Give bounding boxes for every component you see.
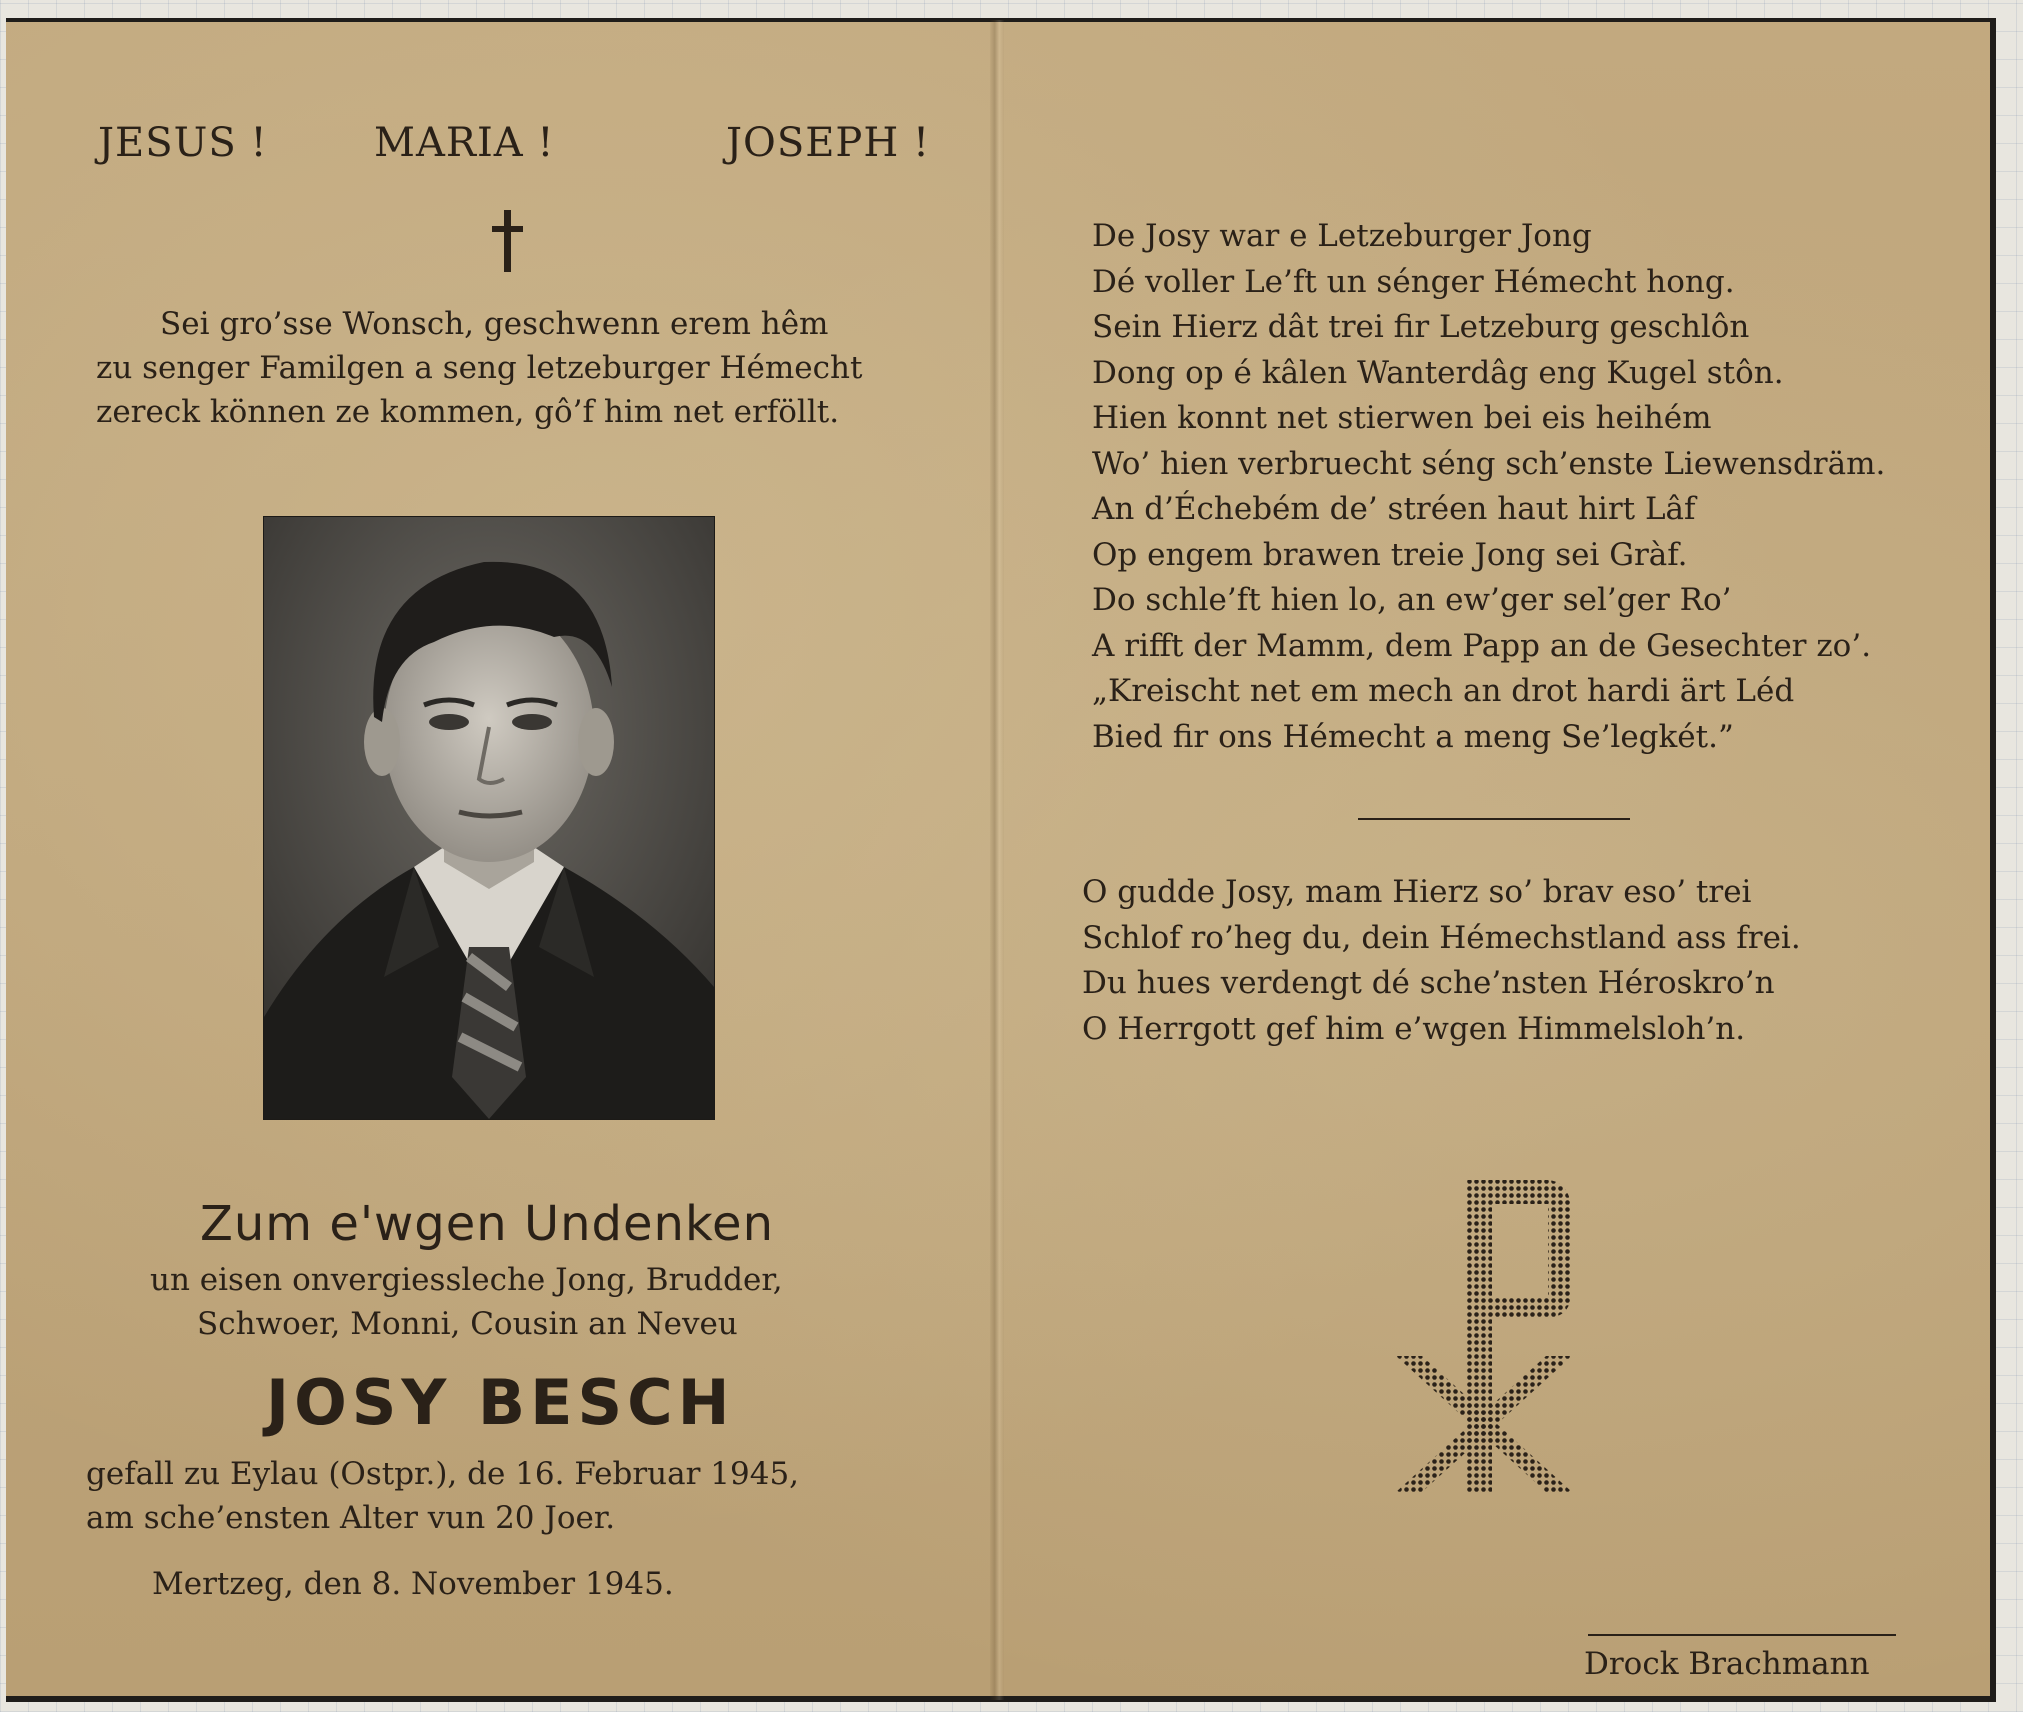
poem-stanza-1-line: Do schle’ft hien lo, an ew’ger sel’ger Ro’: [1092, 582, 1732, 618]
printer-credit: Drock Brachmann: [1584, 1646, 1870, 1682]
poem-stanza-1-line: An d’Échebém de’ stréen haut hirt Lâf: [1092, 491, 1696, 527]
poem-stanza-1-line: Op engem brawen treie Jong sei Gràf.: [1092, 536, 1688, 573]
wish-text: [96, 302, 916, 434]
invocation-joseph: JOSEPH !: [726, 120, 931, 166]
poem-stanza-2-line: Schlof ro’heg du, dein Hémechstland ass frei.: [1082, 919, 1801, 956]
poem-stanza-2-line: Du hues verdengt dé sche’nsten Héroskro’n: [1082, 965, 1775, 1001]
invocation-maria: MARIA !: [374, 120, 555, 166]
poem-stanza-1-line: A rifft der Mamm, dem Papp an de Gesechter zo’.: [1092, 627, 1872, 664]
memorial-line-1: un eisen onvergiessleche Jong, Brudder,: [150, 1262, 783, 1298]
poem-stanza-2-line: O Herrgott gef him e’wgen Himmelsloh’n.: [1082, 1010, 1746, 1047]
memorial-line-2: Schwoer, Monni, Cousin an Neveu: [197, 1306, 738, 1342]
deceased-name: JOSY BESCH: [266, 1366, 735, 1439]
memorial-title: Zum e'wgen Undenken: [200, 1196, 774, 1252]
card-fold: [990, 20, 1004, 1700]
chi-rho-icon: [1396, 1178, 1572, 1494]
poem-stanza-1-line: Wo’ hien verbruecht séng sch’enste Liewensdräm.: [1092, 445, 1886, 482]
wish-line-2: zu senger Familgen a seng letzeburger Hémecht: [96, 350, 863, 386]
latin-cross-icon: [490, 210, 524, 272]
poem-stanza-1-line: Dong op é kâlen Wanterdâg eng Kugel stôn.: [1092, 354, 1784, 391]
poem-stanza-1-line: Sein Hierz dât trei fir Letzeburg geschlôn: [1092, 309, 1750, 345]
poem-stanza-1-line: „Kreischt net em mech an drot hardi ärt Léd: [1092, 673, 1795, 709]
poem-stanza-1-line: Hien konnt net stierwen bei eis heihém: [1092, 400, 1712, 436]
death-info-line-1: gefall zu Eylau (Ostpr.), de 16. Februar 1945,: [86, 1456, 800, 1492]
place-date: Mertzeg, den 8. November 1945.: [152, 1566, 674, 1602]
death-info-line-2: am sche’ensten Alter vun 20 Joer.: [86, 1500, 616, 1536]
wish-line-1: Sei gro’sse Wonsch, geschwenn erem hêm: [160, 306, 829, 342]
poem-stanza-2-line: O gudde Josy, mam Hierz so’ brav eso’ trei: [1082, 874, 1752, 910]
poem-stanza-1-line: De Josy war e Letzeburger Jong: [1092, 218, 1592, 254]
wish-line-3: zereck können ze kommen, gô’f him net erföllt.: [96, 394, 840, 430]
poem-stanza-1-line: Dé voller Le’ft un sénger Hémecht hong.: [1092, 263, 1735, 300]
portrait-photo: [264, 517, 714, 1119]
divider-rule: [1358, 818, 1630, 820]
printer-rule: [1588, 1634, 1896, 1636]
poem-stanza-1-line: Bied fir ons Hémecht a meng Se’legkét.”: [1092, 718, 1734, 755]
invocation-jesus: JESUS !: [98, 120, 268, 166]
